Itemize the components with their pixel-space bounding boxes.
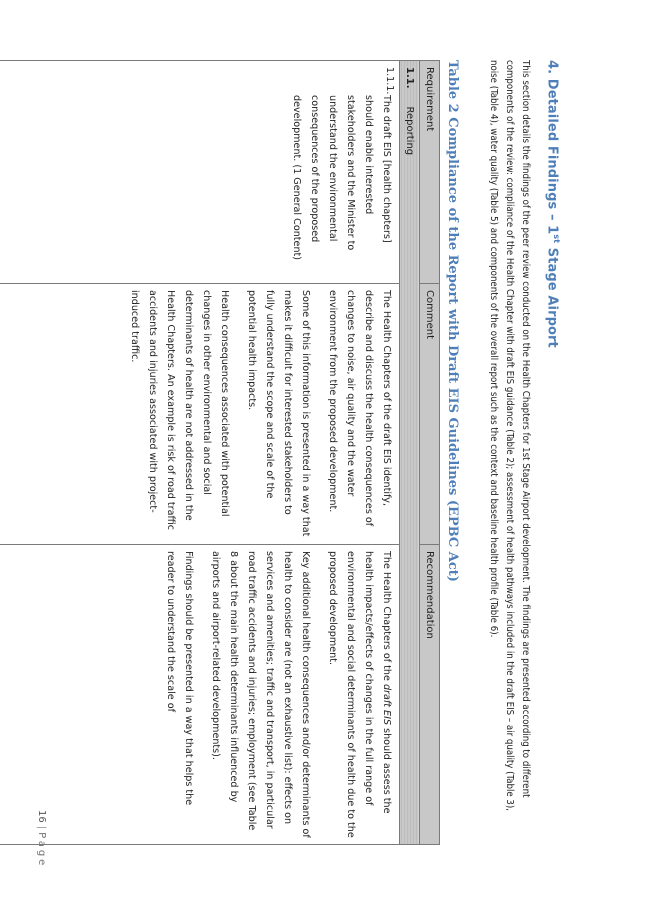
header-recommendation: Recommendation [420,545,440,845]
comment-paragraph: The Health Chapters of the draft EIS identify, describe and discuss the health consequences of changes to noise, air quality and the water environment from the proposed development. [327,290,392,527]
comment-cell [0,284,400,545]
heading-prefix: 4. Detailed Findings – 1 [544,60,560,235]
page-word: Page [36,832,47,869]
section-row [400,61,420,845]
heading-sup: st [552,234,561,244]
header-comment: Comment [420,284,440,545]
table-title: Table 2 Compliance of the Report with Draft EIS Guidelines (EPBC Act) [445,60,460,582]
rec-suffix: should assess the health impacts/effects of changes in the full range of environmental and social determinants of health due to the proposed development. [327,551,392,838]
table-header-row [420,61,440,845]
section-title: Reporting [404,106,415,156]
page-number: 16 [36,810,47,823]
recommendation-paragraph [323,551,395,838]
comment-paragraph: Health consequences associated with potential changes in other environmental and social determinants of health are not addressed in the Health Chapters. An example is risk of road traffic accidents and injuries associated with project-induced traffic. [129,290,230,531]
comment-paragraph: Some of this information is presented in a way that makes it difficult for interested stakeholders to fully understand the scope and scale of the potential health impacts. [246,290,311,537]
header-requirement: Requirement [420,61,440,284]
requirement-number: 1.1.1. [384,67,395,95]
requirement-cell [0,61,400,284]
heading-suffix: Stage Airport [544,243,560,348]
table-row [0,61,400,845]
rec-italic: draft EIS [381,683,392,726]
section-heading [545,60,561,348]
section-number: 1.1. [404,67,415,89]
intro-paragraph: This section details the findings of the peer review conducted on the Health Chapters for 1st Stage Airport development. The findings are presented according to different components of the review: compliance of the Health Chapter with draft EIS guidance (Table 2); assessment of health pathways included in the draft EIS – air quality (Table 3), noise (Table 4), water quality (Table 5) and components of the overall report such as the context and baseline health profile (Table 6). [488,60,531,812]
rec-prefix: The Health Chapters of the [381,551,392,684]
footer-separator: | [36,825,47,830]
page-footer [36,810,47,868]
recommendation-cell [0,545,400,845]
compliance-table [0,60,440,845]
recommendation-paragraph: Findings should be presented in a way that helps the reader to understand the scale of [165,551,194,806]
recommendation-paragraph: Key additional health consequences and/or determinants of health to consider are (not an exhaustive list): effects on services and amenities; traffic and transport, in particular road traffic accidents and injuries; employment (see Table 8 about the main health determinants influenced by airports and airport-related developments). [210,551,311,838]
requirement-text: The draft EIS [health chapters] should enable interested stakeholders and the Minister to understand the environmental consequences of the proposed development. (1 General Content) [291,95,392,261]
section-cell [400,61,420,845]
